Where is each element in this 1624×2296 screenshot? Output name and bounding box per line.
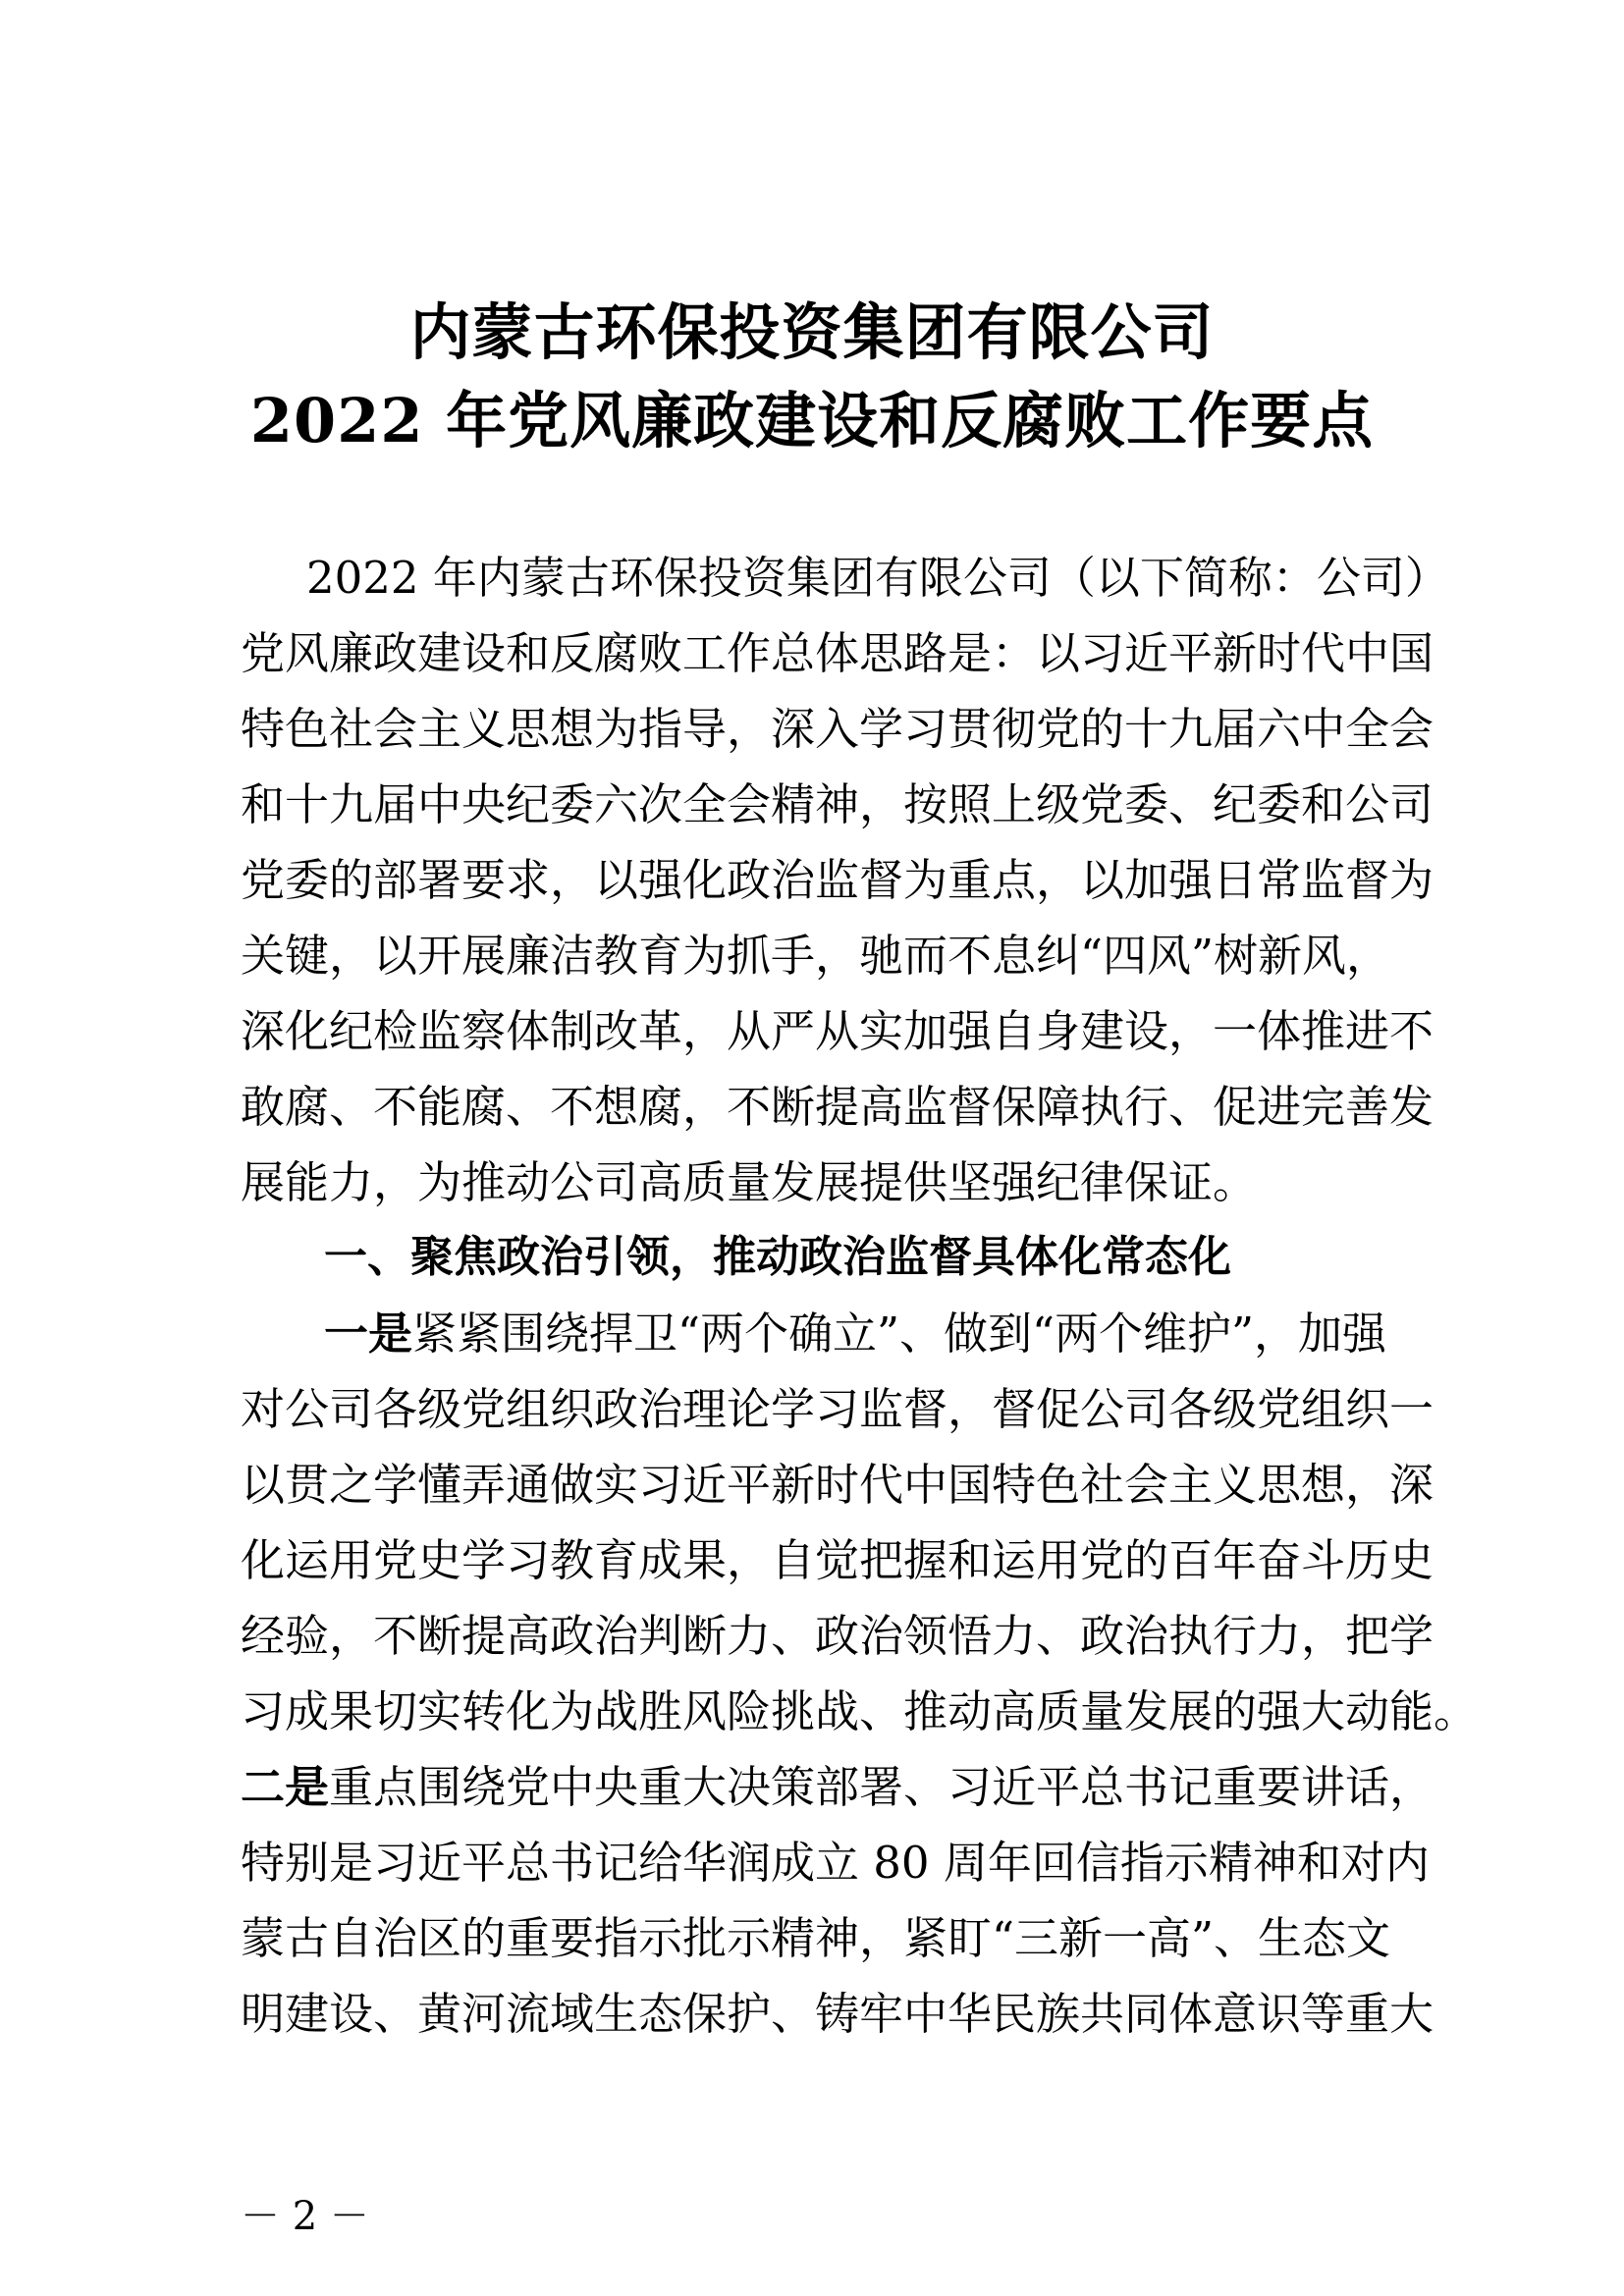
paragraph-lead: 一是 xyxy=(324,1308,413,1360)
section-heading: 一、聚焦政治引领，推动政治监督具体化常态化 xyxy=(324,1232,1231,1282)
document-title: 内蒙古环保投资集团有限公司 xyxy=(409,296,1215,368)
paragraph-line: 对公司各级党组织政治理论学习监督，督促公司各级党组织一 xyxy=(241,1383,1435,1435)
paragraph-text: 紧紧围绕捍卫“两个确立”、做到“两个维护”，加强 xyxy=(412,1308,1387,1360)
paragraph-first-line xyxy=(324,1308,1387,1360)
intro-line: 展能力，为推动公司高质量发展提供坚强纪律保证。 xyxy=(241,1156,1258,1208)
paragraph-lead: 二是 xyxy=(241,1761,330,1813)
paragraph-line: 习成果切实转化为战胜风险挑战、推动高质量发展的强大动能。 xyxy=(241,1685,1479,1737)
document-subtitle: 2022 年党风廉政建设和反腐败工作要点 xyxy=(249,385,1375,456)
paragraph-line: 明建设、黄河流域生态保护、铸牢中华民族共同体意识等重大 xyxy=(241,1988,1435,2040)
paragraph-text: 重点围绕党中央重大决策部署、习近平总书记重要讲话， xyxy=(329,1761,1435,1813)
paragraph-line: 化运用党史学习教育成果，自觉把握和运用党的百年奋斗历史 xyxy=(241,1534,1435,1586)
intro-line: 深化纪检监察体制改革，从严从实加强自身建设，一体推进不 xyxy=(241,1005,1435,1057)
intro-line: 2022 年内蒙古环保投资集团有限公司（以下简称：公司） xyxy=(306,552,1449,604)
intro-line: 关键，以开展廉洁教育为抓手，驰而不息纠“四风”树新风， xyxy=(241,930,1391,982)
paragraph-line: 蒙古自治区的重要指示批示精神，紧盯“三新一高”、生态文 xyxy=(241,1912,1391,1964)
intro-line: 特色社会主义思想为指导，深入学习贯彻党的十九届六中全会 xyxy=(241,703,1435,755)
paragraph-line: 特别是习近平总书记给华润成立 80 周年回信指示精神和对内 xyxy=(241,1837,1430,1889)
paragraph-line: 经验，不断提高政治判断力、政治领悟力、政治执行力，把学 xyxy=(241,1610,1435,1662)
intro-line: 党委的部署要求，以强化政治监督为重点，以加强日常监督为 xyxy=(241,854,1435,906)
intro-line: 党风廉政建设和反腐败工作总体思路是：以习近平新时代中国 xyxy=(241,627,1435,679)
page-number: － 2 － xyxy=(241,2194,369,2239)
paragraph-line: 以贯之学懂弄通做实习近平新时代中国特色社会主义思想，深 xyxy=(241,1459,1435,1511)
intro-line: 和十九届中央纪委六次全会精神，按照上级党委、纪委和公司 xyxy=(241,778,1435,830)
paragraph-first-line xyxy=(241,1761,1435,1813)
intro-line: 敢腐、不能腐、不想腐，不断提高监督保障执行、促进完善发 xyxy=(241,1081,1435,1133)
